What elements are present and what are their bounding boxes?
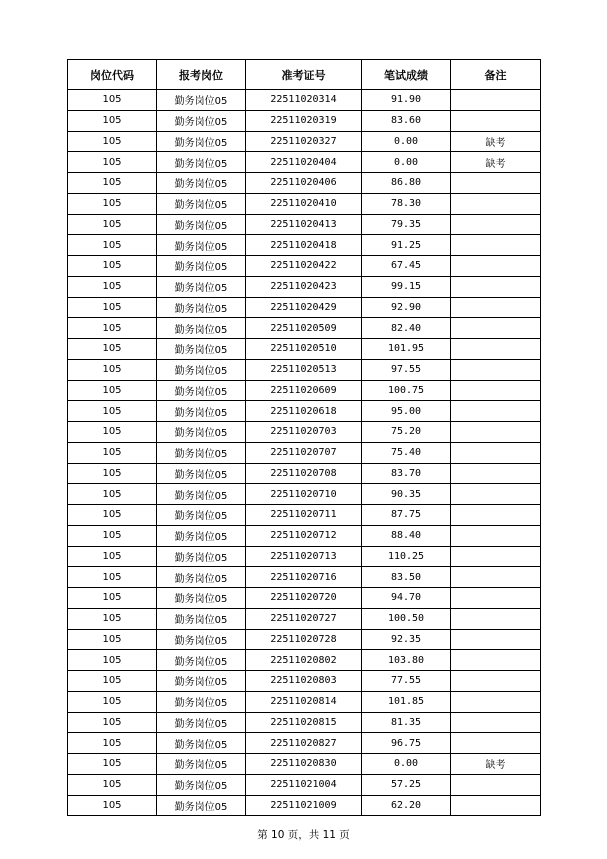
cell-applied-position: 勤务岗位05 <box>157 754 246 775</box>
table-row <box>68 505 541 526</box>
cell-applied-position: 勤务岗位05 <box>157 90 246 111</box>
cell-written-score: 92.90 <box>362 297 451 318</box>
cell-position-code: 105 <box>68 276 157 297</box>
cell-ticket-number: 22511020703 <box>246 422 362 443</box>
cell-position-code: 105 <box>68 754 157 775</box>
cell-applied-position: 勤务岗位05 <box>157 276 246 297</box>
cell-applied-position: 勤务岗位05 <box>157 691 246 712</box>
cell-written-score: 83.60 <box>362 110 451 131</box>
cell-written-score: 86.80 <box>362 173 451 194</box>
table-row <box>68 484 541 505</box>
table-row <box>68 339 541 360</box>
cell-ticket-number: 22511020404 <box>246 152 362 173</box>
cell-remarks <box>451 484 541 505</box>
header-remarks: 备注 <box>451 60 541 90</box>
cell-position-code: 105 <box>68 650 157 671</box>
table-row <box>68 173 541 194</box>
table-header-row <box>68 60 541 90</box>
cell-ticket-number: 22511020802 <box>246 650 362 671</box>
cell-ticket-number: 22511020716 <box>246 567 362 588</box>
cell-written-score: 77.55 <box>362 671 451 692</box>
table-row <box>68 795 541 816</box>
cell-remarks <box>451 359 541 380</box>
cell-position-code: 105 <box>68 131 157 152</box>
cell-remarks <box>451 774 541 795</box>
cell-ticket-number: 22511020815 <box>246 712 362 733</box>
cell-position-code: 105 <box>68 152 157 173</box>
cell-ticket-number: 22511020711 <box>246 505 362 526</box>
cell-position-code: 105 <box>68 774 157 795</box>
cell-position-code: 105 <box>68 463 157 484</box>
table-row <box>68 401 541 422</box>
table-row <box>68 588 541 609</box>
cell-remarks <box>451 422 541 443</box>
cell-remarks <box>451 442 541 463</box>
cell-written-score: 79.35 <box>362 214 451 235</box>
cell-position-code: 105 <box>68 505 157 526</box>
cell-remarks: 缺考 <box>451 152 541 173</box>
cell-written-score: 0.00 <box>362 152 451 173</box>
table-row <box>68 546 541 567</box>
cell-written-score: 99.15 <box>362 276 451 297</box>
cell-ticket-number: 22511020713 <box>246 546 362 567</box>
cell-position-code: 105 <box>68 546 157 567</box>
cell-ticket-number: 22511020509 <box>246 318 362 339</box>
cell-applied-position: 勤务岗位05 <box>157 131 246 152</box>
cell-ticket-number: 22511020708 <box>246 463 362 484</box>
table-row <box>68 733 541 754</box>
cell-ticket-number: 22511020513 <box>246 359 362 380</box>
cell-ticket-number: 22511020327 <box>246 131 362 152</box>
cell-applied-position: 勤务岗位05 <box>157 629 246 650</box>
cell-ticket-number: 22511020609 <box>246 380 362 401</box>
table-row <box>68 276 541 297</box>
cell-applied-position: 勤务岗位05 <box>157 193 246 214</box>
cell-applied-position: 勤务岗位05 <box>157 546 246 567</box>
cell-remarks <box>451 567 541 588</box>
cell-ticket-number: 22511020510 <box>246 339 362 360</box>
cell-remarks <box>451 629 541 650</box>
cell-ticket-number: 22511020618 <box>246 401 362 422</box>
table-row <box>68 380 541 401</box>
cell-position-code: 105 <box>68 442 157 463</box>
cell-position-code: 105 <box>68 712 157 733</box>
page-number: 第 10 页，共 11 页 <box>257 829 350 841</box>
cell-ticket-number: 22511020712 <box>246 525 362 546</box>
cell-position-code: 105 <box>68 588 157 609</box>
cell-ticket-number: 22511020830 <box>246 754 362 775</box>
cell-position-code: 105 <box>68 297 157 318</box>
cell-position-code: 105 <box>68 525 157 546</box>
cell-remarks <box>451 276 541 297</box>
cell-remarks <box>451 671 541 692</box>
cell-applied-position: 勤务岗位05 <box>157 235 246 256</box>
cell-position-code: 105 <box>68 359 157 380</box>
cell-written-score: 103.80 <box>362 650 451 671</box>
cell-position-code: 105 <box>68 380 157 401</box>
cell-remarks <box>451 110 541 131</box>
cell-applied-position: 勤务岗位05 <box>157 297 246 318</box>
cell-remarks <box>451 380 541 401</box>
cell-ticket-number: 22511020423 <box>246 276 362 297</box>
table-row <box>68 671 541 692</box>
cell-applied-position: 勤务岗位05 <box>157 401 246 422</box>
cell-written-score: 90.35 <box>362 484 451 505</box>
cell-applied-position: 勤务岗位05 <box>157 110 246 131</box>
cell-ticket-number: 22511020406 <box>246 173 362 194</box>
cell-remarks <box>451 235 541 256</box>
table-row <box>68 712 541 733</box>
table-row <box>68 608 541 629</box>
cell-applied-position: 勤务岗位05 <box>157 588 246 609</box>
cell-position-code: 105 <box>68 691 157 712</box>
cell-applied-position: 勤务岗位05 <box>157 525 246 546</box>
cell-written-score: 67.45 <box>362 256 451 277</box>
cell-remarks <box>451 525 541 546</box>
table-row <box>68 193 541 214</box>
cell-ticket-number: 22511020814 <box>246 691 362 712</box>
cell-remarks: 缺考 <box>451 754 541 775</box>
cell-ticket-number: 22511020314 <box>246 90 362 111</box>
table-row <box>68 110 541 131</box>
cell-remarks <box>451 608 541 629</box>
cell-ticket-number: 22511020827 <box>246 733 362 754</box>
cell-position-code: 105 <box>68 401 157 422</box>
cell-remarks <box>451 173 541 194</box>
cell-remarks <box>451 712 541 733</box>
cell-written-score: 92.35 <box>362 629 451 650</box>
cell-written-score: 101.95 <box>362 339 451 360</box>
table-row <box>68 235 541 256</box>
score-table <box>67 59 541 816</box>
cell-applied-position: 勤务岗位05 <box>157 671 246 692</box>
cell-applied-position: 勤务岗位05 <box>157 380 246 401</box>
cell-remarks <box>451 297 541 318</box>
cell-remarks <box>451 546 541 567</box>
table-row <box>68 297 541 318</box>
cell-position-code: 105 <box>68 235 157 256</box>
cell-ticket-number: 22511020413 <box>246 214 362 235</box>
cell-position-code: 105 <box>68 256 157 277</box>
cell-written-score: 87.75 <box>362 505 451 526</box>
cell-ticket-number: 22511020410 <box>246 193 362 214</box>
cell-applied-position: 勤务岗位05 <box>157 608 246 629</box>
cell-ticket-number: 22511020710 <box>246 484 362 505</box>
header-written-score: 笔试成绩 <box>362 60 451 90</box>
cell-remarks <box>451 795 541 816</box>
cell-remarks <box>451 650 541 671</box>
table-row <box>68 650 541 671</box>
cell-applied-position: 勤务岗位05 <box>157 567 246 588</box>
cell-ticket-number: 22511020728 <box>246 629 362 650</box>
table-row <box>68 256 541 277</box>
cell-written-score: 100.75 <box>362 380 451 401</box>
cell-ticket-number: 22511020418 <box>246 235 362 256</box>
cell-position-code: 105 <box>68 733 157 754</box>
table-row <box>68 214 541 235</box>
cell-written-score: 78.30 <box>362 193 451 214</box>
table-row <box>68 754 541 775</box>
table-row <box>68 318 541 339</box>
cell-applied-position: 勤务岗位05 <box>157 712 246 733</box>
header-applied-position: 报考岗位 <box>157 60 246 90</box>
cell-written-score: 57.25 <box>362 774 451 795</box>
table-row <box>68 359 541 380</box>
cell-position-code: 105 <box>68 173 157 194</box>
cell-remarks <box>451 691 541 712</box>
cell-applied-position: 勤务岗位05 <box>157 256 246 277</box>
cell-written-score: 110.25 <box>362 546 451 567</box>
cell-applied-position: 勤务岗位05 <box>157 463 246 484</box>
cell-remarks <box>451 90 541 111</box>
cell-applied-position: 勤务岗位05 <box>157 650 246 671</box>
cell-remarks <box>451 588 541 609</box>
cell-position-code: 105 <box>68 671 157 692</box>
cell-position-code: 105 <box>68 795 157 816</box>
cell-remarks <box>451 339 541 360</box>
cell-applied-position: 勤务岗位05 <box>157 442 246 463</box>
cell-written-score: 0.00 <box>362 754 451 775</box>
cell-applied-position: 勤务岗位05 <box>157 318 246 339</box>
cell-position-code: 105 <box>68 629 157 650</box>
cell-applied-position: 勤务岗位05 <box>157 152 246 173</box>
cell-remarks <box>451 401 541 422</box>
cell-position-code: 105 <box>68 422 157 443</box>
cell-applied-position: 勤务岗位05 <box>157 484 246 505</box>
table-row <box>68 131 541 152</box>
table-row <box>68 442 541 463</box>
cell-written-score: 91.25 <box>362 235 451 256</box>
cell-remarks <box>451 193 541 214</box>
cell-applied-position: 勤务岗位05 <box>157 173 246 194</box>
cell-applied-position: 勤务岗位05 <box>157 795 246 816</box>
cell-written-score: 75.20 <box>362 422 451 443</box>
cell-applied-position: 勤务岗位05 <box>157 505 246 526</box>
table-row <box>68 691 541 712</box>
cell-applied-position: 勤务岗位05 <box>157 733 246 754</box>
table-row <box>68 774 541 795</box>
cell-position-code: 105 <box>68 567 157 588</box>
header-position-code: 岗位代码 <box>68 60 157 90</box>
cell-applied-position: 勤务岗位05 <box>157 422 246 443</box>
cell-written-score: 97.55 <box>362 359 451 380</box>
cell-ticket-number: 22511020707 <box>246 442 362 463</box>
cell-position-code: 105 <box>68 339 157 360</box>
cell-written-score: 82.40 <box>362 318 451 339</box>
cell-ticket-number: 22511020720 <box>246 588 362 609</box>
table-row <box>68 90 541 111</box>
cell-written-score: 94.70 <box>362 588 451 609</box>
table-row <box>68 567 541 588</box>
cell-position-code: 105 <box>68 318 157 339</box>
cell-applied-position: 勤务岗位05 <box>157 214 246 235</box>
cell-position-code: 105 <box>68 214 157 235</box>
cell-remarks <box>451 214 541 235</box>
cell-ticket-number: 22511020422 <box>246 256 362 277</box>
cell-written-score: 95.00 <box>362 401 451 422</box>
cell-remarks <box>451 256 541 277</box>
cell-written-score: 62.20 <box>362 795 451 816</box>
cell-ticket-number: 22511020803 <box>246 671 362 692</box>
table-row <box>68 152 541 173</box>
cell-applied-position: 勤务岗位05 <box>157 359 246 380</box>
cell-applied-position: 勤务岗位05 <box>157 774 246 795</box>
cell-written-score: 0.00 <box>362 131 451 152</box>
cell-written-score: 81.35 <box>362 712 451 733</box>
table-row <box>68 629 541 650</box>
table-row <box>68 525 541 546</box>
table-body <box>68 90 541 816</box>
cell-ticket-number: 22511020319 <box>246 110 362 131</box>
header-ticket-number: 准考证号 <box>246 60 362 90</box>
cell-written-score: 83.50 <box>362 567 451 588</box>
cell-remarks: 缺考 <box>451 131 541 152</box>
cell-ticket-number: 22511020429 <box>246 297 362 318</box>
cell-ticket-number: 22511020727 <box>246 608 362 629</box>
cell-written-score: 91.90 <box>362 90 451 111</box>
cell-position-code: 105 <box>68 110 157 131</box>
cell-position-code: 105 <box>68 90 157 111</box>
cell-applied-position: 勤务岗位05 <box>157 339 246 360</box>
cell-ticket-number: 22511021009 <box>246 795 362 816</box>
cell-position-code: 105 <box>68 608 157 629</box>
cell-written-score: 88.40 <box>362 525 451 546</box>
cell-remarks <box>451 505 541 526</box>
cell-written-score: 96.75 <box>362 733 451 754</box>
cell-position-code: 105 <box>68 193 157 214</box>
cell-written-score: 75.40 <box>362 442 451 463</box>
cell-remarks <box>451 463 541 484</box>
cell-written-score: 100.50 <box>362 608 451 629</box>
cell-remarks <box>451 318 541 339</box>
cell-remarks <box>451 733 541 754</box>
cell-written-score: 101.85 <box>362 691 451 712</box>
cell-position-code: 105 <box>68 484 157 505</box>
cell-written-score: 83.70 <box>362 463 451 484</box>
table-row <box>68 422 541 443</box>
cell-ticket-number: 22511021004 <box>246 774 362 795</box>
table-row <box>68 463 541 484</box>
